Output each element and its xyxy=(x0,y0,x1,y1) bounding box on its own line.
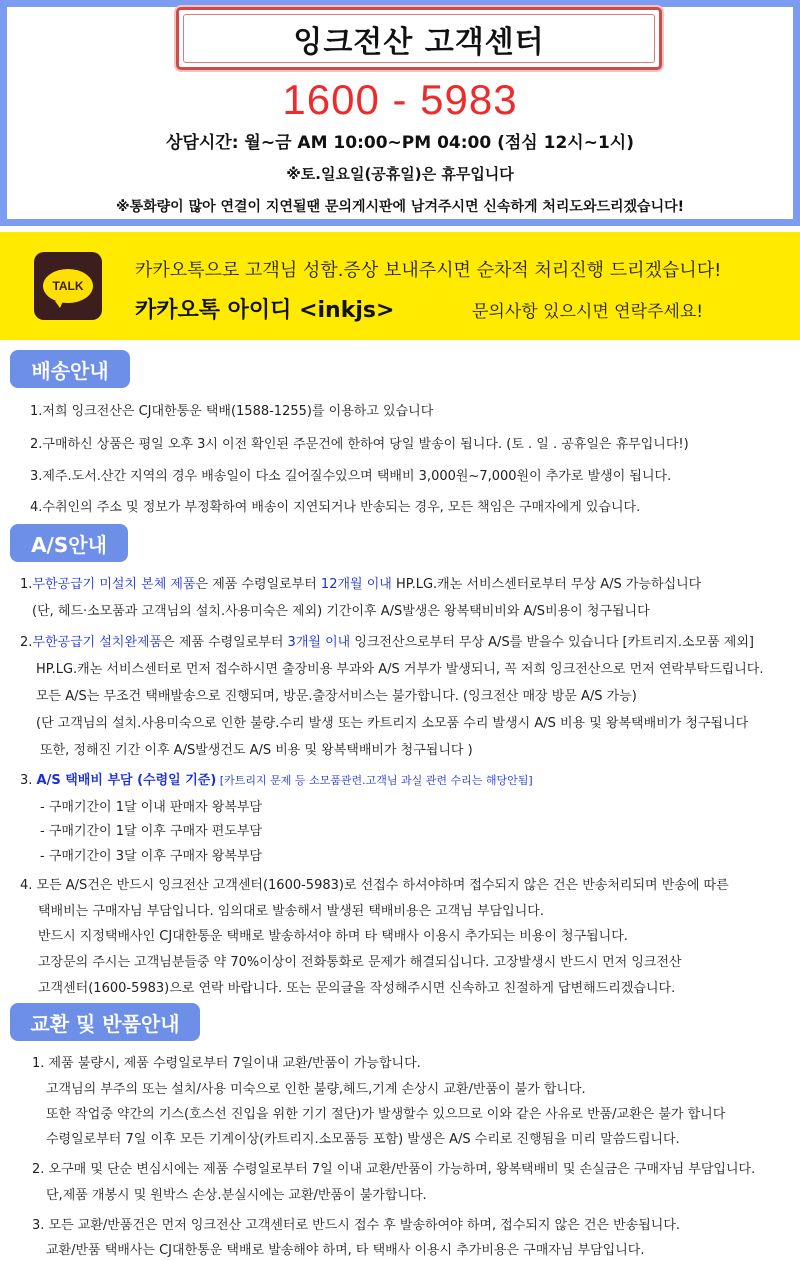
as-item-1 xyxy=(20,573,701,592)
as-item-1-mid: 은 제품 수령일로부터 xyxy=(195,577,321,592)
shipping-item: 4.수취인의 주소 및 정보가 부정확하여 배송이 지연되거나 반송되는 경우, 모든 책임은 구매자에게 있습니다. xyxy=(30,500,641,515)
shipping-item: 1.저희 잉크전산은 CJ대한통운 택배(1588-1255)를 이용하고 있습니다 xyxy=(30,404,434,419)
kakao-id: 카카오톡 아이디 <inkjs> xyxy=(135,298,395,323)
as-item-4-line: 반드시 지정택배사인 CJ대한통운 택배로 발송하셔야 하며 타 택배사 이용시 추가되는 비용이 청구됩니다. xyxy=(38,929,628,944)
as-item-2-period: 3개월 이내 xyxy=(287,635,351,650)
as-item-2-highlight: 무한공급기 설치완제품 xyxy=(32,635,163,650)
business-hours: 상담시간: 월~금 AM 10:00~PM 04:00 (점심 12시~1시) xyxy=(166,133,634,153)
kakao-banner xyxy=(0,232,800,340)
as-item-3 xyxy=(20,769,533,788)
as-item-2-num: 2. xyxy=(20,635,33,650)
as-item-2-line3: 모든 A/S는 무조건 택배발송으로 진행되며, 방문.출장서비스는 불가합니다. (잉크전산 매장 방문 A/S 가능) xyxy=(36,689,637,704)
title-box xyxy=(176,7,662,70)
exchange-line: 교환/반품 택배사는 CJ대한통운 택배로 발송해야 하며, 타 택배사 이용시 추가비용은 구매자님 부담입니다. xyxy=(46,1243,645,1258)
as-item-4-line: 고장문의 주시는 고객님분들중 약 70%이상이 전화통화로 문제가 해결되십니다. 고장발생시 반드시 먼저 잉크전산 xyxy=(38,955,682,970)
phone-number: 1600 - 5983 xyxy=(282,76,518,123)
exchange-line: 단,제품 개봉시 및 원박스 손상.분실시에는 교환/반품이 불가합니다. xyxy=(46,1188,427,1203)
as-item-3-note: [카트리지 문제 등 소모품관련.고객님 과실 관련 수리는 해당안됨] xyxy=(216,774,533,787)
exchange-heading: 교환 및 반품안내 xyxy=(10,1003,200,1041)
exchange-line: 1. 제품 불량시, 제품 수령일로부터 7일이내 교환/반품이 가능합니다. xyxy=(32,1056,421,1071)
shipping-item: 2.구매하신 상품은 평일 오후 3시 이전 확인된 주문건에 한하여 당일 발송이 됩니다. (토 . 일 . 공휴일은 휴무입니다!) xyxy=(30,437,689,452)
exchange-line: 3. 모든 교환/반품건은 먼저 잉크전산 고객센터로 반드시 접수 후 발송하여야 하며, 접수되지 않은 건은 반송됩니다. xyxy=(32,1218,681,1233)
as-item-3-sub: - 구매기간이 3달 이후 구매자 왕복부담 xyxy=(40,849,262,864)
as-item-2 xyxy=(20,631,754,650)
exchange-line: 2. 오구매 및 단순 변심시에는 제품 수령일로부터 7일 이내 교환/반품이 가능하며, 왕복택배비 및 손실금은 구매자님 부담입니다. xyxy=(32,1162,756,1177)
as-item-2-line4: (단 고객님의 설치.사용미숙으로 인한 불량.수리 발생 또는 카트리지 소모품 수리 발생시 A/S 비용 및 왕복택배비가 청구됩니다 xyxy=(36,716,749,731)
as-item-3-sub: - 구매기간이 1달 이내 판매자 왕복부담 xyxy=(40,800,262,815)
delay-notice: ※통화량이 많아 연결이 지연될땐 문의게시판에 남겨주시면 신속하게 처리도와드리겠습니다! xyxy=(115,199,685,215)
as-item-4-line: 4. 모든 A/S건은 반드시 잉크전산 고객센터(1600-5983)로 선접수 하셔야하며 접수되지 않은 건은 반송처리되며 반송에 따른 xyxy=(20,878,729,893)
as-item-2-line5: 또한, 정해진 기간 이후 A/S발생건도 A/S 비용 및 왕복택배비가 청구됩니다 ) xyxy=(40,743,473,758)
as-item-1-rest: HP.LG.캐논 서비스센터로부터 무상 A/S 가능하십니다 xyxy=(391,577,702,592)
kakaotalk-icon xyxy=(34,252,102,320)
kakao-logo-text: TALK xyxy=(43,269,93,303)
as-item-2-line2: HP.LG.캐논 서비스센터로 먼저 접수하시면 출장비용 부과와 A/S 거부가 발생되니, 꼭 저희 잉크전산으로 먼저 연락부탁드립니다. xyxy=(36,662,764,677)
page-title: 잉크전산 고객센터 xyxy=(293,24,545,60)
as-item-3-sub: - 구매기간이 1달 이후 구매자 편도부담 xyxy=(40,824,262,839)
as-item-1-highlight: 무한공급기 미설치 본체 제품 xyxy=(32,577,196,592)
as-item-1-period: 12개월 이내 xyxy=(320,577,392,592)
exchange-line: 수령일로부터 7일 이후 모든 기계이상(카트리지.소모품등 포함) 발생은 A/S 수리로 진행됨을 미리 말씀드립니다. xyxy=(46,1132,680,1147)
as-item-3-highlight: A/S 택배비 부담 (수령일 기준) xyxy=(36,773,217,788)
as-item-2-mid: 은 제품 수령일로부터 xyxy=(162,635,288,650)
as-item-2-rest: 잉크전산으로부터 무상 A/S를 받을수 있습니다 [카트리지.소모품 제외] xyxy=(350,635,754,650)
exchange-line: 고객님의 부주의 또는 설치/사용 미숙으로 인한 불량,헤드,기계 손상시 교환/반품이 불가 합니다. xyxy=(46,1082,586,1097)
as-item-4-line: 택배비는 구매자님 부담입니다. 임의대로 발송해서 발생된 택배비용은 고객님 부담입니다. xyxy=(38,904,544,919)
holiday-notice: ※토.일요일(공휴일)은 휴무입니다 xyxy=(286,165,514,183)
shipping-item: 3.제주.도서.산간 지역의 경우 배송일이 다소 길어질수있으며 택배비 3,000원~7,000원이 추가로 발생이 됩니다. xyxy=(30,469,672,484)
as-item-3-num: 3. xyxy=(20,773,37,788)
kakao-instruction: 카카오톡으로 고객님 성함.증상 보내주시면 순차적 처리진행 드리겠습니다! xyxy=(135,260,722,281)
exchange-line: 또한 작업중 약간의 기스(호스선 진입을 위한 기기 절단)가 발생할수 있으므로 이와 같은 사유로 반품/교환은 불가 합니다 xyxy=(46,1107,726,1122)
as-item-1-num: 1. xyxy=(20,577,33,592)
shipping-heading: 배송안내 xyxy=(10,350,130,388)
as-heading: A/S안내 xyxy=(10,524,128,562)
as-item-1-line2: (단, 헤드·소모품과 고객님의 설치.사용미숙은 제외) 기간이후 A/S발생은 왕복택비비와 A/S비용이 청구됩니다 xyxy=(32,604,650,619)
kakao-contact-note: 문의사항 있으시면 연락주세요! xyxy=(472,302,704,322)
as-item-4-line: 고객센터(1600-5983)으로 연락 바랍니다. 또는 문의글을 작성해주시면 신속하고 친절하게 답변해드리겠습니다. xyxy=(38,981,676,996)
